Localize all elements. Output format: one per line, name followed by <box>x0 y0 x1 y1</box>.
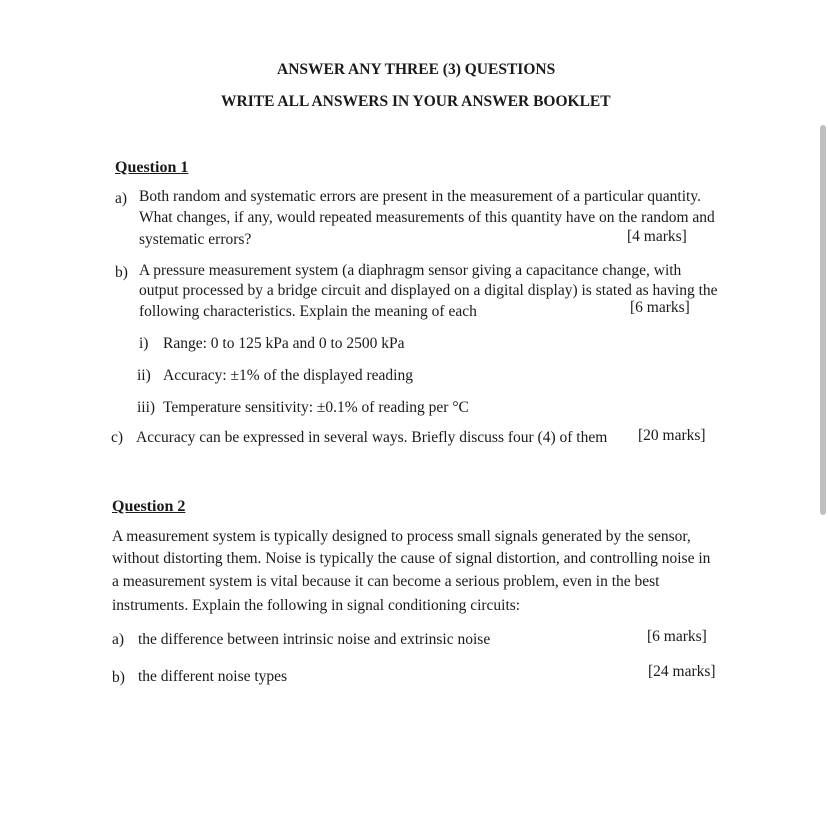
vertical-scrollbar[interactable] <box>820 125 826 515</box>
q2-intro-line-3: a measurement system is vital because it can become a serious problem, even in the best <box>112 573 660 590</box>
header-instruction-2: WRITE ALL ANSWERS IN YOUR ANSWER BOOKLET <box>221 93 611 110</box>
q1a-line-2: What changes, if any, would repeated measurements of this quantity have on the random and <box>139 209 715 226</box>
q2-intro-line-4: instruments. Explain the following in signal conditioning circuits: <box>112 597 521 614</box>
question-1-title: Question 1 <box>115 159 189 176</box>
q1a-line-1: Both random and systematic errors are present in the measurement of a particular quantity. <box>139 188 701 205</box>
q2a-text: the difference between intrinsic noise and extrinsic noise <box>138 631 491 648</box>
q1c-text: Accuracy can be expressed in several ways. Briefly discuss four (4) of them <box>136 429 608 446</box>
q1b-marks: [6 marks] <box>630 299 690 316</box>
q1b-line-3: following characteristics. Explain the meaning of each <box>139 303 477 320</box>
q1b-item-2-label: ii) <box>137 367 151 384</box>
q1b-item-3-label: iii) <box>137 399 156 416</box>
q2a-marks: [6 marks] <box>647 628 707 645</box>
q2b-label: b) <box>112 669 125 686</box>
q1b-item-1-text: Range: 0 to 125 kPa and 0 to 2500 kPa <box>163 335 405 352</box>
q1c-marks: [20 marks] <box>638 427 706 444</box>
q1a-line-3: systematic errors? <box>139 231 252 248</box>
q1b-item-2-text: Accuracy: ±1% of the displayed reading <box>163 367 413 384</box>
q1b-item-3-text: Temperature sensitivity: ±0.1% of reading per °C <box>163 399 469 416</box>
q2-intro-line-2: without distorting them. Noise is typically the cause of signal distortion, and controlling noise in <box>112 550 711 567</box>
q2a-label: a) <box>112 631 125 648</box>
question-2-title: Question 2 <box>112 498 186 515</box>
q1a-label: a) <box>115 190 128 207</box>
q1b-line-2: output processed by a bridge circuit and displayed on a digital display) is stated as having the <box>139 282 718 299</box>
q2b-text: the different noise types <box>138 668 288 685</box>
q1c-label: c) <box>111 429 124 446</box>
q2b-marks: [24 marks] <box>648 663 716 680</box>
q1b-label: b) <box>115 264 128 281</box>
q1b-line-1: A pressure measurement system (a diaphragm sensor giving a capacitance change, with <box>139 262 682 279</box>
q2-intro-line-1: A measurement system is typically designed to process small signals generated by the sensor, <box>112 528 691 545</box>
q1b-item-1-label: i) <box>139 335 149 352</box>
q1a-marks: [4 marks] <box>627 228 687 245</box>
header-instruction-1: ANSWER ANY THREE (3) QUESTIONS <box>277 61 556 78</box>
